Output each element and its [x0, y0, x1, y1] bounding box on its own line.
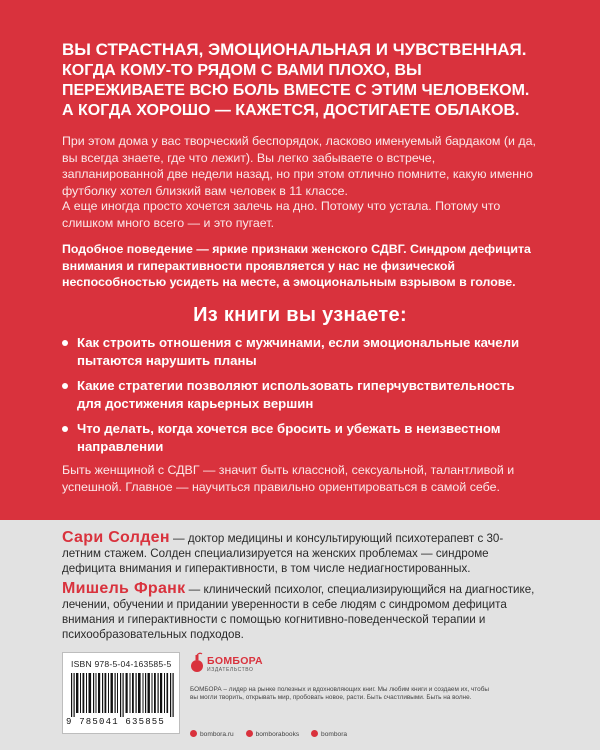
list-item-text: Какие стратегии позволяют использовать гиперчувствительность для достижения карьерных вершин [77, 378, 515, 411]
learn-title: Из книги вы узнаете: [193, 304, 407, 326]
bullet-dot-icon [62, 383, 68, 389]
link-social-2[interactable]: bombora [311, 731, 347, 738]
isbn-barcode-box [62, 652, 180, 734]
list-item [62, 377, 542, 413]
author-bio-solden [62, 530, 542, 576]
learn-list [62, 334, 542, 463]
social-icon [311, 730, 318, 737]
publisher-subtitle: ИЗДАТЕЛЬСТВО [207, 667, 254, 673]
author-name: Сари Солден [62, 529, 170, 546]
paragraph-tired: А еще иногда просто хочется залечь на дно. Потому что устала. Потому что слишком много всего — и это пугает. [62, 199, 501, 230]
list-item-text: Что делать, когда хочется все бросить и убежать в неизвестном направлении [77, 421, 501, 454]
author-name: Мишель Франк [62, 580, 186, 597]
bullet-dot-icon [62, 426, 68, 432]
globe-icon [190, 730, 197, 737]
publisher-name: БОМБОРА [207, 655, 263, 667]
paragraph-adhd: Подобное поведение — яркие признаки женского СДВГ. Синдром дефицита внимания и гиперактивности проявляется у нас не физической неспособностью усидеть на месте, а эмоциональным взрывом в голове. [62, 242, 531, 289]
link-social-1[interactable]: bomborabooks [246, 731, 300, 738]
author-bio-text: — клинический психолог, специализирующийся на диагностике, лечении, обучении и придании уверенности в себе людям с синдромом дефицита внимания и гиперактивности с помощью когнитивно-поведенческой терапии и психообразовательных подходов. [62, 583, 535, 641]
list-item [62, 420, 542, 456]
isbn-label: ISBN 978-5-04-163585-5 [71, 659, 172, 669]
social-icon [246, 730, 253, 737]
paragraph-conclusion: Быть женщиной с СДВГ — значит быть классной, сексуальной, талантливой и успешной. Главное — научиться правильно ориентироваться в самой себе. [62, 463, 515, 494]
bullet-dot-icon [62, 340, 68, 346]
intro-line-1: ВЫ СТРАСТНАЯ, ЭМОЦИОНАЛЬНАЯ И ЧУВСТВЕННАЯ. [62, 40, 527, 59]
list-item [62, 334, 542, 370]
publisher-links [190, 730, 430, 738]
intro-heading [62, 40, 542, 121]
intro-line-2: КОГДА КОМУ-ТО РЯДОМ С ВАМИ ПЛОХО, ВЫ ПЕРЕЖИВАЕТЕ ВСЮ БОЛЬ ВМЕСТЕ С ЭТИМ ЧЕЛОВЕКОМ. А КОГДА ХОРОШО — КАЖЕТСЯ, ДОСТИГАЕТЕ ОБЛАКОВ. [62, 62, 530, 119]
bombora-logo-icon [190, 652, 204, 672]
barcode-digits: 9 785041 635855 [66, 717, 166, 727]
barcode-icon [69, 673, 175, 717]
list-item-text: Как строить отношения с мужчинами, если эмоциональные качели пытаются нарушить планы [77, 335, 520, 368]
paragraph-mess: При этом дома у вас творческий беспорядок, ласково именуемый бардаком (и да, вы всегда знаете, где что лежит). Вы легко забываете о встрече, запланированной две недели назад, но при этом отлично помните, какую именно футболку хотел близкий вам человек в 11 классе. [62, 134, 536, 198]
author-bio-text: — доктор медицины и консультирующий психотерапевт с 30-летним стажем. Солден специализируется на женских проблемах — синдроме дефицита внимания и гиперактивности, в том числе недиагностированных. [62, 532, 504, 575]
publisher-logo [190, 652, 263, 680]
publisher-description: БОМБОРА – лидер на рынке полезных и вдохновляющих книг. Мы любим книги и создаем их, чтобы вы могли творить, открывать мир, пробовать новое, расти. Быть счастливыми. Быть на волне. [190, 686, 489, 702]
author-bio-frank [62, 581, 542, 642]
link-website[interactable]: bombora.ru [190, 731, 234, 738]
